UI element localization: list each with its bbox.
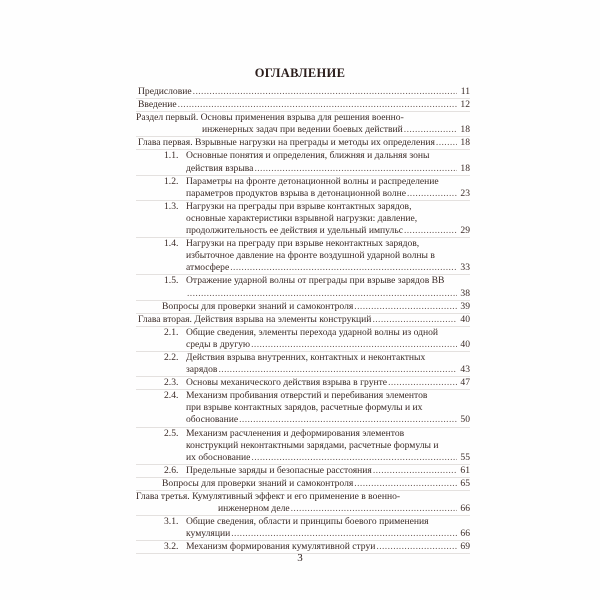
dot-leader bbox=[404, 225, 457, 237]
toc-entry-page: 23 bbox=[460, 187, 470, 199]
toc-entry-number: 2.2. bbox=[164, 351, 179, 363]
dot-leader bbox=[254, 163, 457, 175]
toc-entry-number: 2.3. bbox=[164, 377, 179, 389]
toc-entry bbox=[136, 99, 470, 112]
dot-leader bbox=[187, 288, 457, 300]
toc-entry-text: основные характеристики взрывной нагрузки: давление, bbox=[186, 212, 418, 224]
toc-entry-number: 3.2. bbox=[164, 541, 179, 553]
toc-entry-text: Механизм расчленения и деформирования элементов bbox=[186, 427, 405, 439]
toc-entry-page: 18 bbox=[460, 137, 470, 149]
toc-entry-text: Отражение ударной волны от преграды при взрыве зарядов ВВ bbox=[186, 275, 445, 287]
toc-entry-text: действия взрыва bbox=[186, 162, 254, 174]
dot-leader bbox=[354, 478, 457, 490]
toc-entry bbox=[136, 516, 470, 541]
toc-entry-number: 1.1. bbox=[164, 150, 179, 162]
toc-entry-page: 18 bbox=[460, 162, 470, 174]
dot-leader bbox=[218, 364, 457, 376]
toc-entry-text: Глава третья. Кумулятивный эффект и его применение в военно- bbox=[136, 491, 401, 502]
toc-entry-text: избыточное давление на фронте воздушной ударной волны в bbox=[186, 250, 435, 262]
toc-entry-number: 2.6. bbox=[164, 464, 179, 476]
toc-entry bbox=[136, 390, 470, 427]
toc-entry-text: Раздел первый. Основы применения взрыва для решения военно- bbox=[136, 112, 404, 124]
toc-title: ОГЛАВЛЕНИЕ bbox=[254, 66, 346, 80]
toc-entry-page: 29 bbox=[460, 225, 470, 237]
table-of-contents bbox=[136, 86, 470, 554]
toc-entry-page: 66 bbox=[460, 503, 470, 515]
toc-entry-text: их обоснование bbox=[186, 451, 251, 463]
toc-entry bbox=[136, 201, 470, 238]
toc-entry-text: Параметры на фронте детонационной волны и распределение bbox=[186, 175, 439, 187]
toc-entry-number: 2.1. bbox=[164, 326, 179, 338]
toc-entry bbox=[136, 478, 470, 491]
toc-entry-text: Глава вторая. Действия взрыва на элементы конструкций bbox=[138, 313, 372, 325]
toc-entry-page: 40 bbox=[460, 338, 470, 350]
toc-entry bbox=[136, 275, 470, 300]
toc-entry bbox=[136, 150, 470, 175]
toc-entry-text: Вопросы для проверки знаний и самоконтроля bbox=[162, 300, 354, 312]
toc-entry-text: среды в другую bbox=[186, 338, 251, 350]
toc-entry-page: 12 bbox=[460, 99, 470, 111]
toc-entry bbox=[136, 112, 470, 137]
toc-entry-text: обоснование bbox=[186, 414, 239, 426]
toc-entry-text: Вопросы для проверки знаний и самоконтроля bbox=[162, 477, 354, 489]
toc-entry-text: кумуляции bbox=[186, 528, 231, 540]
toc-entry bbox=[136, 428, 470, 465]
toc-entry-page: 40 bbox=[460, 313, 470, 325]
toc-entry bbox=[136, 491, 470, 516]
toc-entry-text: конструкций неконтактными зарядами, расчетные формулы и bbox=[186, 439, 439, 451]
toc-entry bbox=[136, 238, 470, 275]
dot-leader bbox=[193, 86, 457, 98]
dot-leader bbox=[251, 452, 457, 464]
toc-entry-page: 38 bbox=[460, 287, 470, 299]
toc-entry-text: Общие сведения, элементы перехода ударной волны из одной bbox=[186, 326, 439, 338]
toc-entry-number: 1.5. bbox=[164, 275, 179, 287]
dot-leader bbox=[354, 301, 457, 313]
toc-entry-page: 39 bbox=[460, 300, 470, 312]
toc-entry bbox=[136, 137, 470, 150]
toc-entry-text: параметров продуктов взрыва в детонационной волне bbox=[186, 187, 406, 199]
toc-entry-page: 65 bbox=[460, 477, 470, 489]
dot-leader bbox=[251, 339, 457, 351]
toc-entry-text: Нагрузки на преграды при взрыве контактных зарядов, bbox=[186, 200, 412, 212]
dot-leader bbox=[231, 528, 457, 540]
toc-entry-page: 55 bbox=[460, 451, 470, 463]
toc-entry-text: Основы механического действия взрыва в грунте bbox=[186, 377, 388, 389]
toc-entry-text: Механизм пробивания отверстий и перебивания элементов bbox=[186, 390, 428, 402]
toc-entry-text: Действия взрыва внутренних, контактных и неконтактных bbox=[186, 351, 426, 363]
toc-entry-page: 43 bbox=[460, 364, 470, 376]
toc-entry-text: инженерном деле bbox=[218, 503, 290, 515]
toc-entry bbox=[136, 352, 470, 377]
toc-entry-number: 1.3. bbox=[164, 200, 179, 212]
toc-entry-text: атмосфере bbox=[186, 262, 230, 274]
toc-entry bbox=[136, 327, 470, 352]
dot-leader bbox=[178, 99, 457, 111]
toc-entry-text: Предельные заряды и безопасные расстояния bbox=[186, 464, 372, 476]
toc-entry-number: 2.4. bbox=[164, 390, 179, 402]
toc-entry-text: Глава первая. Взрывные нагрузки на преграды и методы их определения bbox=[138, 137, 435, 149]
dot-leader bbox=[373, 465, 457, 477]
toc-entry-text: Нагрузки на преграду при взрыве неконтактных зарядов, bbox=[186, 238, 420, 250]
toc-entry-number: 3.1. bbox=[164, 516, 179, 528]
toc-entry-page: 18 bbox=[460, 124, 470, 136]
dot-leader bbox=[404, 124, 457, 136]
toc-entry-number: 1.4. bbox=[164, 238, 179, 250]
toc-entry bbox=[136, 465, 470, 478]
dot-leader bbox=[407, 188, 457, 200]
toc-entry-page: 61 bbox=[460, 464, 470, 476]
toc-entry-text: Общие сведения, области и принципы боевого применения bbox=[186, 516, 429, 528]
dot-leader bbox=[230, 262, 457, 274]
dot-leader bbox=[436, 137, 457, 149]
dot-leader bbox=[291, 503, 457, 515]
toc-entry-page: 66 bbox=[460, 528, 470, 540]
page-number: 3 bbox=[297, 552, 303, 564]
toc-entry-text: Предисловие bbox=[138, 86, 192, 97]
toc-entry-text: при взрыве контактных зарядов, расчетные формулы и их bbox=[186, 402, 423, 414]
toc-entry-text: Введение bbox=[138, 99, 177, 111]
toc-entry-number: 2.5. bbox=[164, 427, 179, 439]
toc-entry-page: 33 bbox=[460, 262, 470, 274]
toc-entry bbox=[136, 314, 470, 327]
dot-leader bbox=[239, 414, 457, 426]
toc-entry bbox=[136, 377, 470, 390]
toc-entry-text: Основные понятия и определения, ближняя и дальняя зоны bbox=[186, 150, 430, 162]
toc-entry-text: продолжительность ее действия и удельный импульс bbox=[186, 225, 403, 237]
toc-entry bbox=[136, 176, 470, 201]
toc-entry-text: инженерных задач при ведении боевых действий bbox=[202, 124, 403, 136]
toc-entry-page: 11 bbox=[460, 86, 470, 97]
toc-entry-text: зарядов bbox=[186, 364, 218, 376]
dot-leader bbox=[372, 314, 457, 326]
toc-entry-text: Механизм формирования кумулятивной струи bbox=[186, 541, 376, 553]
toc-entry bbox=[136, 301, 470, 314]
toc-entry-page: 50 bbox=[460, 414, 470, 426]
toc-entry-page: 47 bbox=[460, 377, 470, 389]
toc-entry-number: 1.2. bbox=[164, 175, 179, 187]
toc-entry bbox=[136, 86, 470, 99]
dot-leader bbox=[388, 377, 457, 389]
toc-entry-page: 69 bbox=[460, 541, 470, 553]
